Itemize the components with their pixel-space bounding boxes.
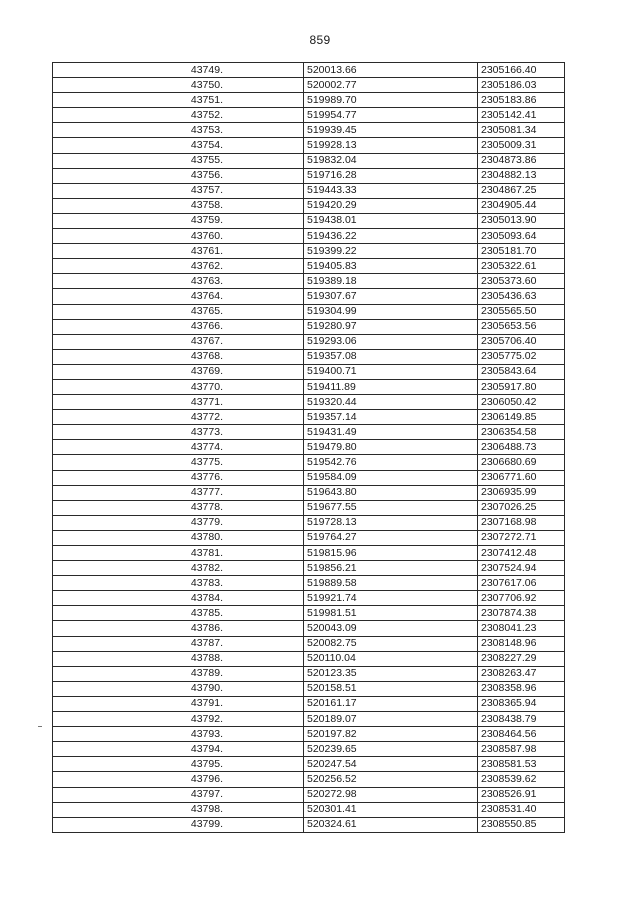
row-number-cell: 43791. (53, 696, 304, 711)
table-row (53, 757, 565, 772)
row-number-cell: 43757. (53, 183, 304, 198)
table-row (53, 817, 565, 832)
table-row (53, 123, 565, 138)
y-coordinate-cell: 2308358.96 (478, 681, 565, 696)
y-coordinate-cell: 2306354.58 (478, 425, 565, 440)
y-coordinate-cell: 2307026.25 (478, 500, 565, 515)
x-coordinate-cell: 519280.97 (304, 319, 478, 334)
table-row (53, 696, 565, 711)
y-coordinate-cell: 2306771.60 (478, 470, 565, 485)
table-row (53, 712, 565, 727)
table-row (53, 425, 565, 440)
table-row (53, 621, 565, 636)
table-row (53, 606, 565, 621)
y-coordinate-cell: 2308263.47 (478, 666, 565, 681)
y-coordinate-cell: 2308464.56 (478, 727, 565, 742)
x-coordinate-cell: 520324.61 (304, 817, 478, 832)
x-coordinate-cell: 519716.28 (304, 168, 478, 183)
table-row (53, 364, 565, 379)
row-number-cell: 43794. (53, 742, 304, 757)
y-coordinate-cell: 2307272.71 (478, 530, 565, 545)
y-coordinate-cell: 2308526.91 (478, 787, 565, 802)
y-coordinate-cell: 2305653.56 (478, 319, 565, 334)
table-row (53, 742, 565, 757)
row-number-cell: 43765. (53, 304, 304, 319)
table-row (53, 727, 565, 742)
y-coordinate-cell: 2307706.92 (478, 591, 565, 606)
x-coordinate-cell: 519939.45 (304, 123, 478, 138)
y-coordinate-cell: 2305166.40 (478, 63, 565, 78)
row-number-cell: 43779. (53, 515, 304, 530)
table-row (53, 334, 565, 349)
row-number-cell: 43778. (53, 500, 304, 515)
y-coordinate-cell: 2304905.44 (478, 198, 565, 213)
x-coordinate-cell: 519389.18 (304, 274, 478, 289)
x-coordinate-cell: 519989.70 (304, 93, 478, 108)
y-coordinate-cell: 2305373.60 (478, 274, 565, 289)
x-coordinate-cell: 519405.83 (304, 259, 478, 274)
row-number-cell: 43783. (53, 576, 304, 591)
row-number-cell: 43767. (53, 334, 304, 349)
y-coordinate-cell: 2307874.38 (478, 606, 565, 621)
row-number-cell: 43768. (53, 349, 304, 364)
row-number-cell: 43752. (53, 108, 304, 123)
x-coordinate-cell: 519320.44 (304, 395, 478, 410)
table-row (53, 289, 565, 304)
x-coordinate-cell: 519443.33 (304, 183, 478, 198)
y-coordinate-cell: 2308550.85 (478, 817, 565, 832)
y-coordinate-cell: 2305917.80 (478, 379, 565, 394)
table-row (53, 530, 565, 545)
y-coordinate-cell: 2306149.85 (478, 410, 565, 425)
y-coordinate-cell: 2305142.41 (478, 108, 565, 123)
row-number-cell: 43771. (53, 395, 304, 410)
row-number-cell: 43792. (53, 712, 304, 727)
table-row (53, 138, 565, 153)
x-coordinate-cell: 519307.67 (304, 289, 478, 304)
y-coordinate-cell: 2307617.06 (478, 576, 565, 591)
table-row (53, 153, 565, 168)
row-number-cell: 43749. (53, 63, 304, 78)
coordinates-table-body (53, 63, 565, 833)
row-number-cell: 43763. (53, 274, 304, 289)
x-coordinate-cell: 519889.58 (304, 576, 478, 591)
y-coordinate-cell: 2307168.98 (478, 515, 565, 530)
row-number-cell: 43756. (53, 168, 304, 183)
table-row (53, 63, 565, 78)
row-number-cell: 43758. (53, 198, 304, 213)
x-coordinate-cell: 520161.17 (304, 696, 478, 711)
row-number-cell: 43780. (53, 530, 304, 545)
row-number-cell: 43784. (53, 591, 304, 606)
table-row (53, 108, 565, 123)
x-coordinate-cell: 519981.51 (304, 606, 478, 621)
y-coordinate-cell: 2307412.48 (478, 546, 565, 561)
y-coordinate-cell: 2306935.99 (478, 485, 565, 500)
x-coordinate-cell: 520247.54 (304, 757, 478, 772)
row-number-cell: 43753. (53, 123, 304, 138)
x-coordinate-cell: 519357.08 (304, 349, 478, 364)
x-coordinate-cell: 519431.49 (304, 425, 478, 440)
y-coordinate-cell: 2305013.90 (478, 213, 565, 228)
y-coordinate-cell: 2306680.69 (478, 455, 565, 470)
table-row (53, 455, 565, 470)
row-number-cell: 43755. (53, 153, 304, 168)
x-coordinate-cell: 519400.71 (304, 364, 478, 379)
table-row (53, 304, 565, 319)
x-coordinate-cell: 519643.80 (304, 485, 478, 500)
row-number-cell: 43774. (53, 440, 304, 455)
row-number-cell: 43790. (53, 681, 304, 696)
y-coordinate-cell: 2308531.40 (478, 802, 565, 817)
x-coordinate-cell: 520272.98 (304, 787, 478, 802)
table-row (53, 440, 565, 455)
table-row (53, 787, 565, 802)
row-number-cell: 43782. (53, 561, 304, 576)
table-row (53, 636, 565, 651)
x-coordinate-cell: 520110.04 (304, 651, 478, 666)
x-coordinate-cell: 519856.21 (304, 561, 478, 576)
row-number-cell: 43764. (53, 289, 304, 304)
x-coordinate-cell: 519542.76 (304, 455, 478, 470)
row-number-cell: 43796. (53, 772, 304, 787)
x-coordinate-cell: 520239.65 (304, 742, 478, 757)
x-coordinate-cell: 520189.07 (304, 712, 478, 727)
y-coordinate-cell: 2305183.86 (478, 93, 565, 108)
x-coordinate-cell: 519357.14 (304, 410, 478, 425)
y-coordinate-cell: 2308587.98 (478, 742, 565, 757)
table-row (53, 319, 565, 334)
table-row (53, 274, 565, 289)
row-number-cell: 43799. (53, 817, 304, 832)
table-row (53, 576, 565, 591)
y-coordinate-cell: 2304873.86 (478, 153, 565, 168)
x-coordinate-cell: 520123.35 (304, 666, 478, 681)
x-coordinate-cell: 519420.29 (304, 198, 478, 213)
y-coordinate-cell: 2307524.94 (478, 561, 565, 576)
y-coordinate-cell: 2305009.31 (478, 138, 565, 153)
y-coordinate-cell: 2308041.23 (478, 621, 565, 636)
row-number-cell: 43751. (53, 93, 304, 108)
row-number-cell: 43766. (53, 319, 304, 334)
row-number-cell: 43781. (53, 546, 304, 561)
row-number-cell: 43773. (53, 425, 304, 440)
y-coordinate-cell: 2308148.96 (478, 636, 565, 651)
row-number-cell: 43761. (53, 244, 304, 259)
table-row (53, 500, 565, 515)
row-number-cell: 43769. (53, 364, 304, 379)
x-coordinate-cell: 519304.99 (304, 304, 478, 319)
y-coordinate-cell: 2308539.62 (478, 772, 565, 787)
table-row (53, 410, 565, 425)
x-coordinate-cell: 519815.96 (304, 546, 478, 561)
row-number-cell: 43788. (53, 651, 304, 666)
coordinates-table (52, 62, 565, 833)
table-row (53, 379, 565, 394)
table-row (53, 485, 565, 500)
y-coordinate-cell: 2306488.73 (478, 440, 565, 455)
table-row (53, 651, 565, 666)
y-coordinate-cell: 2304867.25 (478, 183, 565, 198)
y-coordinate-cell: 2305081.34 (478, 123, 565, 138)
row-number-cell: 43777. (53, 485, 304, 500)
table-row (53, 666, 565, 681)
y-coordinate-cell: 2308438.79 (478, 712, 565, 727)
y-coordinate-cell: 2305322.61 (478, 259, 565, 274)
x-coordinate-cell: 519921.74 (304, 591, 478, 606)
x-coordinate-cell: 519479.80 (304, 440, 478, 455)
x-coordinate-cell: 520002.77 (304, 78, 478, 93)
x-coordinate-cell: 519677.55 (304, 500, 478, 515)
table-row (53, 213, 565, 228)
page-number: 859 (309, 33, 331, 47)
y-coordinate-cell: 2305186.03 (478, 78, 565, 93)
x-coordinate-cell: 520082.75 (304, 636, 478, 651)
x-coordinate-cell: 520197.82 (304, 727, 478, 742)
table-row (53, 681, 565, 696)
x-coordinate-cell: 519928.13 (304, 138, 478, 153)
row-number-cell: 43750. (53, 78, 304, 93)
row-number-cell: 43770. (53, 379, 304, 394)
table-row (53, 561, 565, 576)
row-number-cell: 43787. (53, 636, 304, 651)
y-coordinate-cell: 2305181.70 (478, 244, 565, 259)
x-coordinate-cell: 519584.09 (304, 470, 478, 485)
table-row (53, 198, 565, 213)
y-coordinate-cell: 2308227.29 (478, 651, 565, 666)
table-row (53, 183, 565, 198)
y-coordinate-cell: 2305436.63 (478, 289, 565, 304)
row-number-cell: 43795. (53, 757, 304, 772)
table-row (53, 229, 565, 244)
x-coordinate-cell: 519954.77 (304, 108, 478, 123)
x-coordinate-cell: 519436.22 (304, 229, 478, 244)
x-coordinate-cell: 519293.06 (304, 334, 478, 349)
x-coordinate-cell: 520301.41 (304, 802, 478, 817)
row-number-cell: 43793. (53, 727, 304, 742)
x-coordinate-cell: 520256.52 (304, 772, 478, 787)
row-number-cell: 43762. (53, 259, 304, 274)
row-number-cell: 43786. (53, 621, 304, 636)
row-number-cell: 43776. (53, 470, 304, 485)
x-coordinate-cell: 519832.04 (304, 153, 478, 168)
row-number-cell: 43785. (53, 606, 304, 621)
table-row (53, 772, 565, 787)
table-row (53, 168, 565, 183)
table-row (53, 93, 565, 108)
x-coordinate-cell: 519728.13 (304, 515, 478, 530)
row-number-cell: 43772. (53, 410, 304, 425)
table-row (53, 349, 565, 364)
table-row (53, 78, 565, 93)
table-row (53, 470, 565, 485)
margin-mark (38, 726, 42, 727)
row-number-cell: 43775. (53, 455, 304, 470)
table-row (53, 244, 565, 259)
row-number-cell: 43798. (53, 802, 304, 817)
table-row (53, 395, 565, 410)
row-number-cell: 43789. (53, 666, 304, 681)
row-number-cell: 43759. (53, 213, 304, 228)
x-coordinate-cell: 520158.51 (304, 681, 478, 696)
y-coordinate-cell: 2308365.94 (478, 696, 565, 711)
y-coordinate-cell: 2304882.13 (478, 168, 565, 183)
y-coordinate-cell: 2305775.02 (478, 349, 565, 364)
x-coordinate-cell: 519438.01 (304, 213, 478, 228)
y-coordinate-cell: 2308581.53 (478, 757, 565, 772)
table-row (53, 591, 565, 606)
x-coordinate-cell: 519764.27 (304, 530, 478, 545)
row-number-cell: 43760. (53, 229, 304, 244)
table-row (53, 515, 565, 530)
x-coordinate-cell: 520013.66 (304, 63, 478, 78)
table-row (53, 802, 565, 817)
x-coordinate-cell: 519399.22 (304, 244, 478, 259)
y-coordinate-cell: 2305093.64 (478, 229, 565, 244)
row-number-cell: 43797. (53, 787, 304, 802)
y-coordinate-cell: 2306050.42 (478, 395, 565, 410)
y-coordinate-cell: 2305706.40 (478, 334, 565, 349)
y-coordinate-cell: 2305843.64 (478, 364, 565, 379)
table-row (53, 546, 565, 561)
y-coordinate-cell: 2305565.50 (478, 304, 565, 319)
x-coordinate-cell: 520043.09 (304, 621, 478, 636)
table-row (53, 259, 565, 274)
x-coordinate-cell: 519411.89 (304, 379, 478, 394)
row-number-cell: 43754. (53, 138, 304, 153)
